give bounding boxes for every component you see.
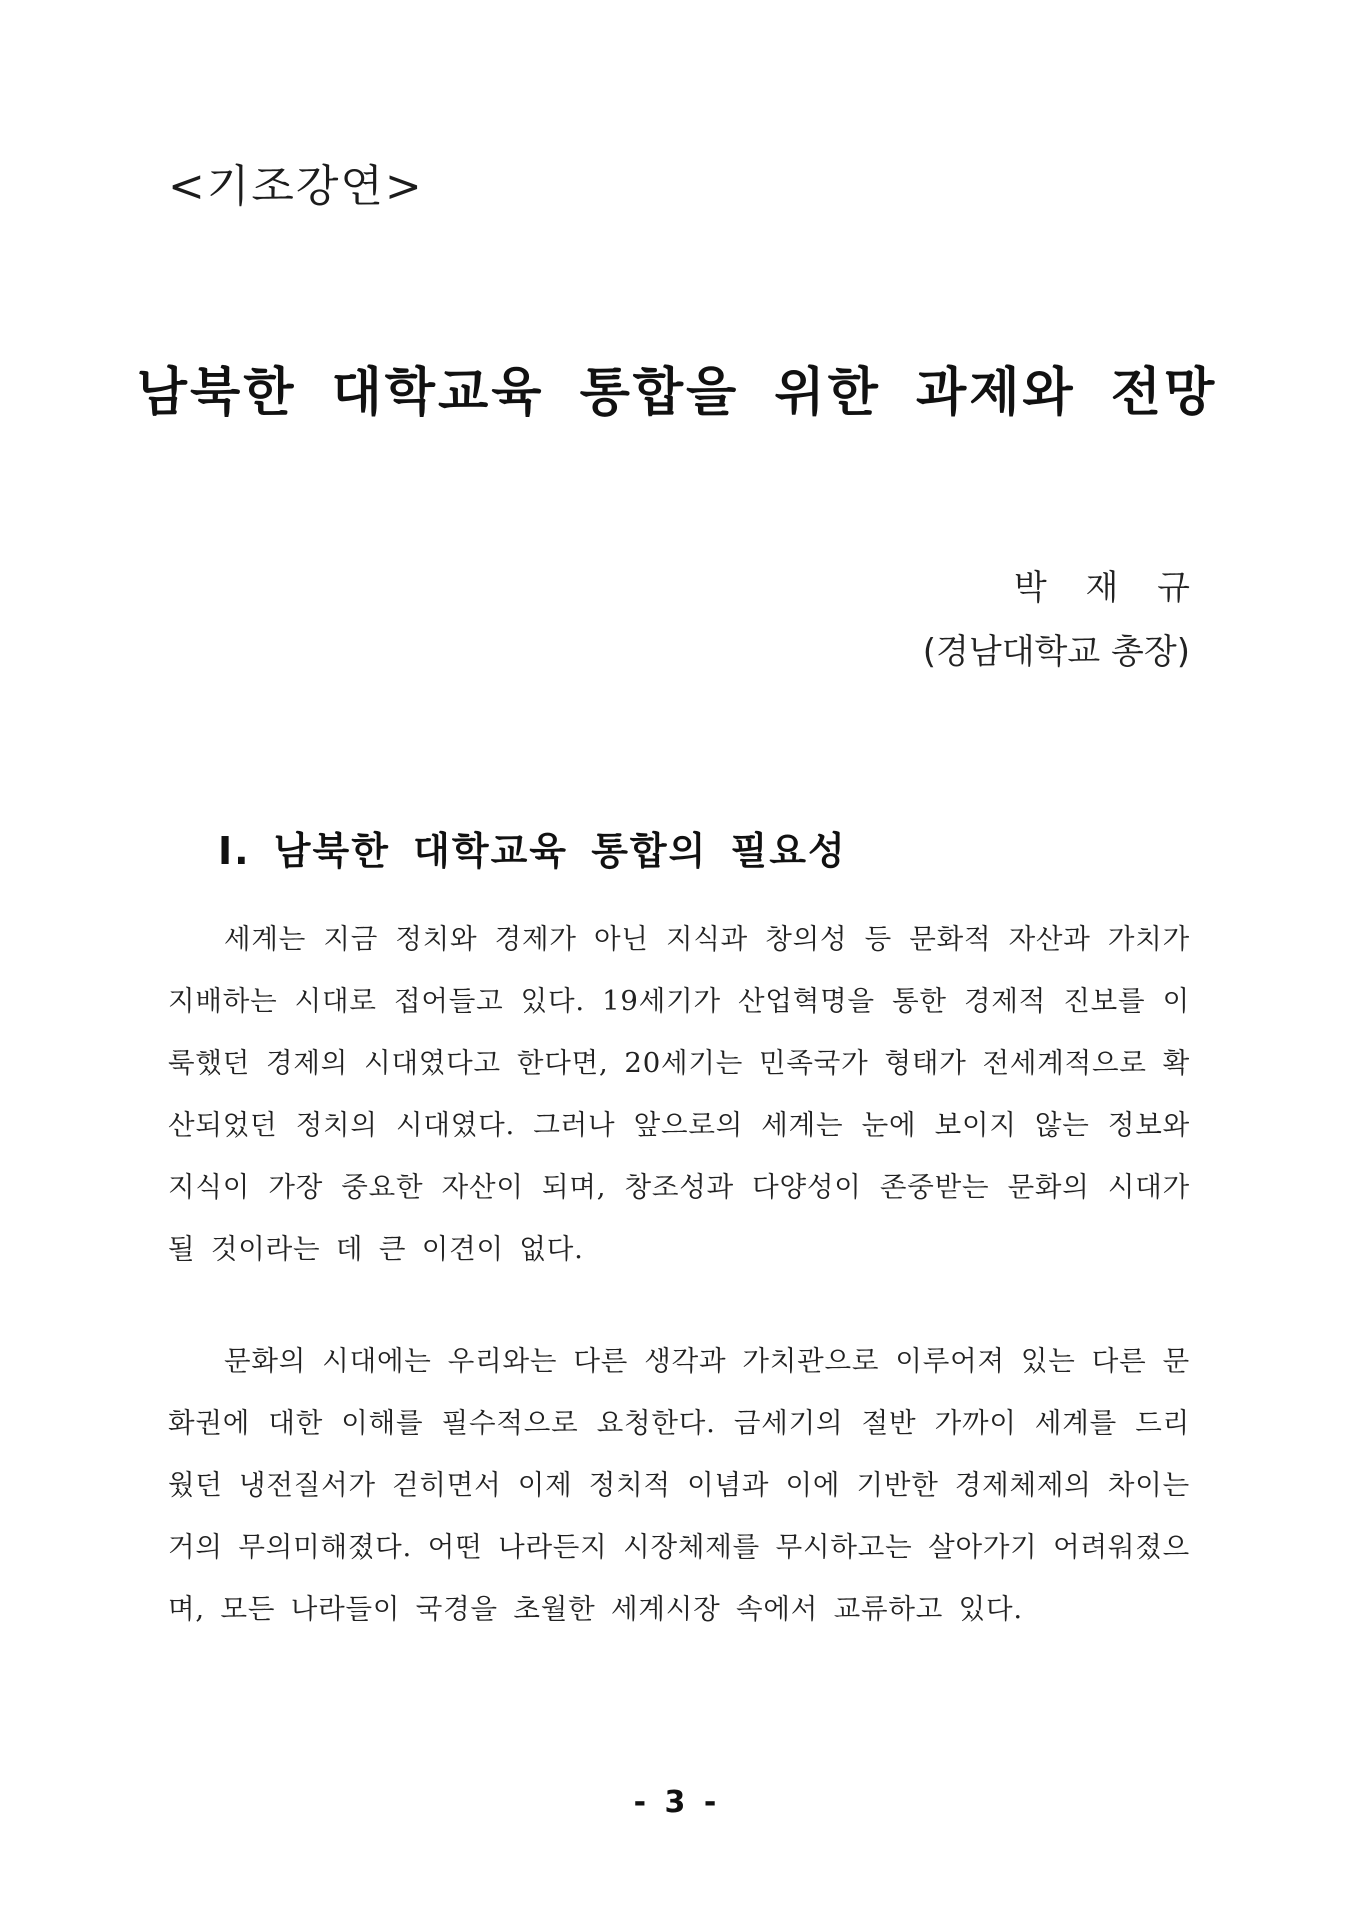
author-block xyxy=(922,565,1204,675)
document-title: 남북한 대학교육 통합을 위한 과제와 전망 xyxy=(136,363,1218,423)
page-number: - 3 - xyxy=(633,1785,721,1820)
paragraph-text: 문화의 시대에는 우리와는 다른 생각과 가치관으로 이루어져 있는 다른 문화권에 대한 이해를 필수적으로 요청한다. 금세기의 절반 가까이 세계를 드리웠던 냉전질서가 걷히면서 이제 정치적 이념과 이에 기반한 경제체제의 차이는 거의 무의미해졌다. 어떤 나라든지 시장체제를 무시하고는 살아가기 어려워졌으며, 모든 나라들이 국경을 초월한 세계시장 속에서 교류하고 있다. xyxy=(168,1345,1190,1625)
author-affiliation: (경남대학교 총장) xyxy=(922,632,1190,672)
body-paragraph xyxy=(168,1330,1190,1640)
section-heading: I. 남북한 대학교육 통합의 필요성 xyxy=(218,829,847,873)
paragraph-text: 세계는 지금 정치와 경제가 아닌 지식과 창의성 등 문화적 자산과 가치가 지배하는 시대로 접어들고 있다. 19세기가 산업혁명을 통한 경제적 진보를 이룩했던 경제의 시대였다고 한다면, 20세기는 민족국가 형태가 전세계적으로 확산되었던 정치의 시대였다. 그러나 앞으로의 세계는 눈에 보이지 않는 정보와 지식이 가장 중요한 자산이 되며, 창조성과 다양성이 존중받는 문화의 시대가 될 것이라는 데 큰 이견이 없다. xyxy=(168,923,1190,1265)
body-paragraph xyxy=(168,908,1190,1280)
author-name: 박 재 규 xyxy=(1013,568,1204,608)
section-tag: <기조강연> xyxy=(168,161,424,212)
